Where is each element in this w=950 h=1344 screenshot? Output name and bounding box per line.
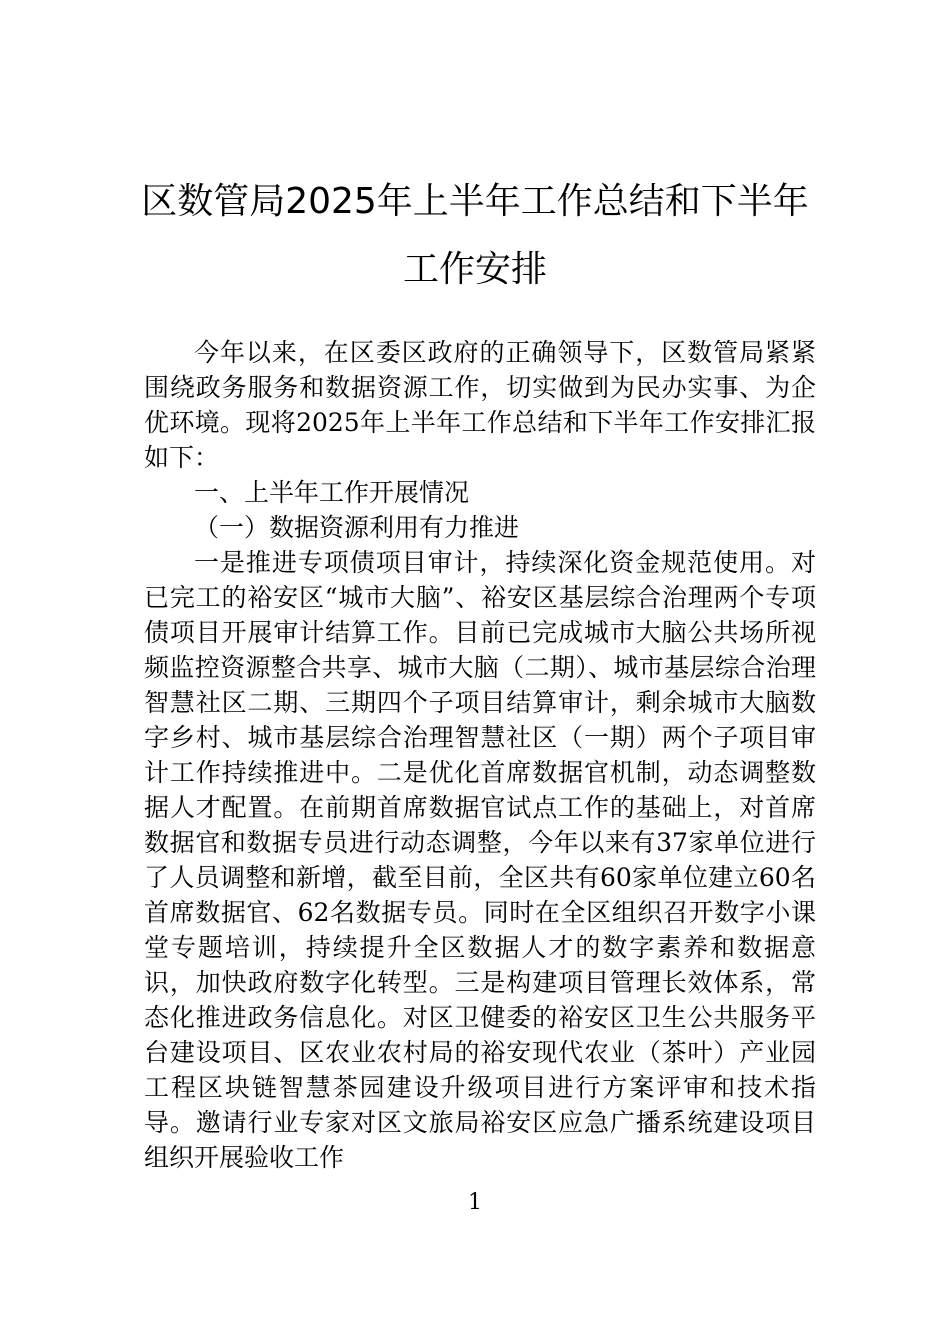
intro-paragraph: 今年以来，在区委区政府的正确领导下，区数管局紧紧围绕政务服务和数据资源工作，切实做到为民办实事、为企优环境。现将2025年上半年工作总结和下半年工作安排汇报如下： bbox=[144, 338, 816, 472]
page-number: 1 bbox=[468, 1190, 482, 1215]
document-title bbox=[140, 168, 810, 304]
section-heading: 一、上半年工作开展情况 bbox=[194, 478, 470, 507]
body-paragraph: 一是推进专项债项目审计，持续深化资金规范使用。对已完工的裕安区“城市大脑”、裕安区基层综合治理两个专项债项目开展审计结算工作。目前已完成城市大脑公共场所视频监控资源整合共享、城市大脑（二期）、城市基层综合治理智慧社区二期、三期四个子项目结算审计，剩余城市大脑数字乡村、城市基层综合治理智慧社区（一期）两个子项目审计工作持续推进中。二是优化首席数据官机制，动态调整数据人才配置。在前期首席数据官试点工作的基础上，对首席数据官和数据专员进行动态调整，今年以来有37家单位进行了人员调整和新增，截至目前，全区共有60家单位建立60名首席数据官、62名数据专员。同时在全区组织召开数字小课堂专题培训，持续提升全区数据人才的数字素养和数据意识，加快政府数字化转型。三是构建项目管理长效体系，常态化推进政务信息化。对区卫健委的裕安区卫生公共服务平台建设项目、区农业农村局的裕安现代农业（茶叶）产业园工程区块链智慧茶园建设升级项目进行方案评审和技术指导。邀请行业专家对区文旅局裕安区应急广播系统建设项目组织开展验收工作 bbox=[144, 548, 816, 1172]
document-body bbox=[144, 335, 816, 1175]
subsection-heading: （一）数据资源利用有力推进 bbox=[194, 513, 520, 542]
title-line-2: 工作安排 bbox=[402, 249, 547, 290]
title-line-1: 区数管局2025年上半年工作总结和下半年 bbox=[141, 181, 809, 222]
